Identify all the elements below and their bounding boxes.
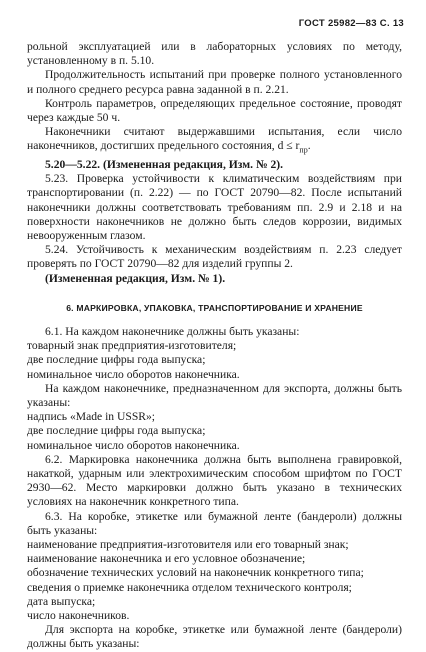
list-item: дата выпуска; xyxy=(27,594,96,608)
paragraph-export-marking: На каждом наконечнике, предназначенном для экспорта, должны быть указаны: xyxy=(27,381,402,409)
paragraph-edition-note-2: 5.20—5.22. (Измененная редакция, Изм. № 2). xyxy=(45,157,284,171)
list-item: число наконечников. xyxy=(27,609,130,623)
paragraph-parameter-control: Контроль параметров, определяющих предельное состояние, проводят через каждые 50 ч. xyxy=(27,96,402,125)
list-item: наименование наконечника и его условное обозначение; xyxy=(27,552,306,566)
paragraph-pass-criteria: Наконечники считают выдержавшими испытания, если число наконечников, достигших предельного состояния, $d \le r_{пр}$. xyxy=(27,125,402,155)
list-item: товарный знак предприятия-изготовителя; xyxy=(27,339,237,353)
subscript-np: пр xyxy=(299,145,308,155)
list-item: номинальное число оборотов наконечника. xyxy=(27,438,240,452)
paragraph-export-packaging: Для экспорта на коробке, этикетке или бумажной ленте (бандероли) должны быть указаны: xyxy=(27,623,402,651)
list-item: обозначение технических условий на наконечник конкретного типа; xyxy=(27,566,364,580)
paragraph-5-24: 5.24. Устойчивость к механическим воздействиям п. 2.23 следует проверять по ГОСТ 20790—82 для изделий группы 2. xyxy=(27,243,402,271)
list-item: номинальное число оборотов наконечника. xyxy=(27,367,240,381)
document-body xyxy=(27,40,402,652)
section-title: 6. МАРКИРОВКА, УПАКОВКА, ТРАНСПОРТИРОВАНИЕ И ХРАНЕНИЕ xyxy=(66,302,363,313)
list-item: две последние цифры года выпуска; xyxy=(27,424,206,438)
list-item: две последние цифры года выпуска; xyxy=(27,353,206,367)
paragraph-edition-note-1: (Измененная редакция, Изм. № 1). xyxy=(45,271,226,285)
list-item: наименование предприятия-изготовителя или его товарный знак; xyxy=(27,538,349,552)
paragraph-6-2: 6.2. Маркировка наконечника должна быть выполнена гравировкой, накаткой, ударным или электрохимическим способом шрифтом по ГОСТ 2930—62. Место маркировки должно быть указано в технических условиях на наконечник конкретного типа. xyxy=(27,452,402,509)
paragraph-continuation: рольной эксплуатацией или в лабораторных условиях по методу, установленному в п. 5.10. xyxy=(27,40,402,68)
pass-criteria-text: Наконечники считают выдержавшими испытания, если число наконечников, достигших предельного состояния, d ≤ r xyxy=(27,125,402,153)
paragraph-test-duration: Продолжительность испытаний при проверке полного установленного и полного среднего ресурса равна заданной в п. 2.21. xyxy=(27,68,402,96)
paragraph-6-1: 6.1. На каждом наконечнике должны быть указаны: xyxy=(45,324,300,338)
list-item: надпись «Made in USSR»; xyxy=(27,410,156,424)
paragraph-5-23: 5.23. Проверка устойчивости к климатическим воздействиям при транспортировании (п. 2.22) — по ГОСТ 20790—82. После испытаний наконечники должны соответствовать требованиям пп. 2.9 и 2.18 и на поверхности наконечников не должно быть следов коррозии, видимых невооруженным глазом. xyxy=(27,172,402,242)
paragraph-6-3: 6.3. На коробке, этикетке или бумажной ленте (бандероли) должны быть указаны: xyxy=(27,509,402,537)
list-item: сведения о приемке наконечника отделом технического контроля; xyxy=(27,580,352,594)
page-header: ГОСТ 25982—83 С. 13 xyxy=(298,18,404,29)
